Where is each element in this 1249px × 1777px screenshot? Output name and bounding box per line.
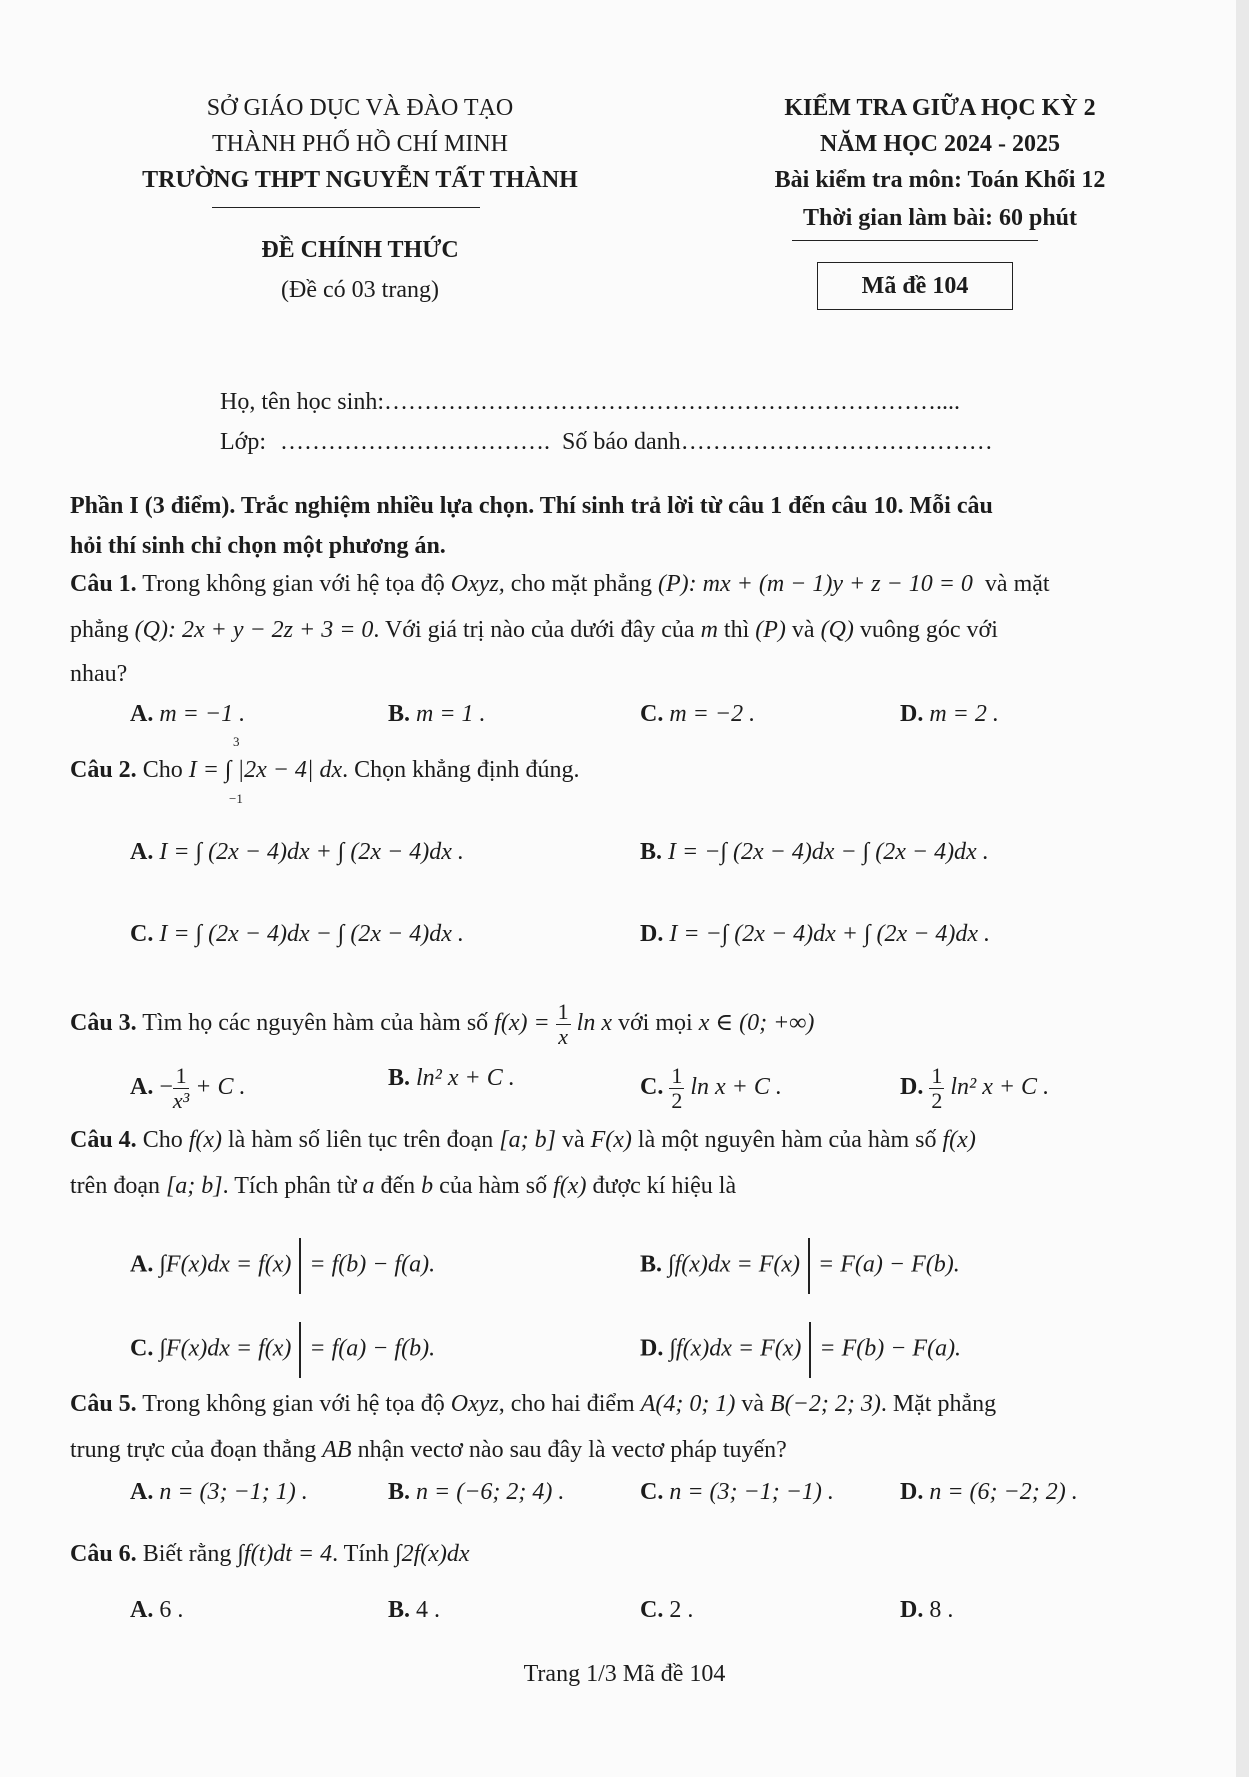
exam-title: KIỂM TRA GIỮA HỌC KỲ 2 xyxy=(784,95,1096,121)
q1-label: Câu 1. xyxy=(70,571,137,597)
header-left-rule xyxy=(212,207,480,208)
q4-line1: Câu 4. Cho f(x) là hàm số liên tục trên đoạn [a; b] và F(x) là một nguyên hàm của hàm số f(x) xyxy=(70,1127,976,1153)
q1-text: phẳng xyxy=(70,617,129,643)
q6-option-d[interactable]: D. 8 . xyxy=(900,1597,954,1623)
q6-stem: Câu 6. Biết rằng ∫f(t)dt = 4. Tính ∫2f(x)dx xyxy=(70,1541,470,1567)
q4-option-b[interactable]: B. ∫f(x)dx = F(x) = F(a) − F(b). xyxy=(640,1238,960,1294)
q2-option-d[interactable]: D. I = −∫ (2x − 4)dx + ∫ (2x − 4)dx . xyxy=(640,921,991,947)
q1-line3: nhau? xyxy=(70,661,128,687)
q1-option-a[interactable]: A. m = −1 . xyxy=(130,701,246,727)
q1-oxyz: Oxyz, xyxy=(450,571,505,597)
student-name-label: Họ, tên học sinh: xyxy=(220,389,384,415)
q2-label: Câu 2. xyxy=(70,757,137,783)
page-footer: Trang 1/3 Mã đề 104 xyxy=(523,1661,726,1687)
class-dots: ……………………………. xyxy=(280,429,551,455)
header-city: THÀNH PHỐ HỒ CHÍ MINH xyxy=(212,131,508,157)
q4-label: Câu 4. xyxy=(70,1127,137,1153)
subject: Bài kiểm tra môn: Toán Khối 12 xyxy=(774,167,1106,193)
q3-domain: x ∈ (0; +∞) xyxy=(698,1010,815,1037)
q4-option-a[interactable]: A. ∫F(x)dx = f(x) = f(b) − f(a). xyxy=(130,1238,435,1294)
id-dots: ………………………………… xyxy=(680,429,993,455)
q5-option-c[interactable]: C. n = (3; −1; −1) . xyxy=(640,1479,834,1505)
q1-text: vuông góc với xyxy=(859,617,998,643)
q3-option-d[interactable]: D. $\frac{1}{2}$ ln² x + C . xyxy=(900,1063,1050,1113)
q1-line2 xyxy=(70,616,998,644)
class-label: Lớp: xyxy=(220,429,267,455)
q5-option-b[interactable]: B. n = (−6; 2; 4) . xyxy=(388,1479,565,1505)
q4-option-c[interactable]: C. ∫F(x)dx = f(x) = f(a) − f(b). xyxy=(130,1322,435,1378)
q1-plane-q: (Q): 2x + y − 2z + 3 = 0 xyxy=(134,617,374,643)
exam-code: Mã đề 104 xyxy=(861,273,969,299)
q2-option-a[interactable]: A. I = ∫ (2x − 4)dx + ∫ (2x − 4)dx . xyxy=(130,839,464,865)
q2-option-c[interactable]: C. I = ∫ (2x − 4)dx − ∫ (2x − 4)dx . xyxy=(130,921,464,947)
q4-line2: trên đoạn [a; b]. Tích phân từ a đến b của hàm số f(x) được kí hiệu là xyxy=(70,1173,737,1199)
q1-line1 xyxy=(70,570,1050,598)
q1-p: (P) xyxy=(755,617,786,643)
q3-option-c[interactable]: C. $\frac{1}{2}$ ln x + C . xyxy=(640,1063,782,1113)
q5-line2: trung trực của đoạn thẳng AB nhận vectơ nào sau đây là vectơ pháp tuyến? xyxy=(70,1437,787,1463)
q5-label: Câu 5. xyxy=(70,1391,137,1417)
duration: Thời gian làm bài: 60 phút xyxy=(802,205,1078,231)
student-class-line xyxy=(220,428,993,456)
id-label: Số báo danh xyxy=(562,429,681,455)
page-edge-shadow xyxy=(1236,0,1249,1777)
q1-text: và xyxy=(791,617,815,643)
q1-m: m xyxy=(700,617,718,643)
q1-text: cho mặt phẳng xyxy=(510,571,653,597)
pages-note: (Đề có 03 trang) xyxy=(281,277,439,303)
q3-label: Câu 3. xyxy=(70,1010,137,1037)
header-department: SỞ GIÁO DỤC VÀ ĐÀO TẠO xyxy=(206,95,514,121)
q1-option-d[interactable]: D. m = 2 . xyxy=(900,701,999,727)
header-right-rule xyxy=(792,240,1038,241)
q5-option-a[interactable]: A. n = (3; −1; 1) . xyxy=(130,1479,308,1505)
q1-text: Trong không gian với hệ tọa độ xyxy=(142,571,445,597)
school-year: NĂM HỌC 2024 - 2025 xyxy=(820,131,1060,157)
official-label: ĐỀ CHÍNH THỨC xyxy=(261,237,459,263)
q3-stem: Câu 3. Tìm họ các nguyên hàm của hàm số f(x) = $\frac{1}{x}$ ln x với mọi x ∈ (0; +∞) xyxy=(70,999,815,1049)
part1-line2: hỏi thí sinh chỉ chọn một phương án. xyxy=(70,533,446,559)
q6-option-b[interactable]: B. 4 . xyxy=(388,1597,441,1623)
q3-option-a[interactable]: A. − $\frac{1}{\text{x³}}$ + C . xyxy=(130,1063,246,1113)
q2-lower-limit: −1 xyxy=(229,791,243,806)
header-school: TRƯỜNG THPT NGUYỄN TẤT THÀNH xyxy=(142,167,578,193)
q1-text: thì xyxy=(723,617,750,643)
q1-option-c[interactable]: C. m = −2 . xyxy=(640,701,756,727)
q6-option-c[interactable]: C. 2 . xyxy=(640,1597,694,1623)
part1-line1: Phần I (3 điểm). Trắc nghiệm nhiều lựa chọn. Thí sinh trả lời từ câu 1 đến câu 10. Mỗi câu xyxy=(70,493,993,519)
q5-option-d[interactable]: D. n = (6; −2; 2) . xyxy=(900,1479,1078,1505)
q1-text: . Với giá trị nào của dưới đây của xyxy=(373,617,695,643)
q6-option-a[interactable]: A. 6 . xyxy=(130,1597,184,1623)
q5-line1: Câu 5. Trong không gian với hệ tọa độ Oxyz, cho hai điểm A(4; 0; 1) và B(−2; 2; 3). Mặt phẳng xyxy=(70,1391,997,1417)
q1-option-b[interactable]: B. m = 1 . xyxy=(388,701,486,727)
q3-fraction: $\frac{1}{x}$ xyxy=(557,999,569,1049)
q4-option-d[interactable]: D. ∫f(x)dx = F(x) = F(b) − F(a). xyxy=(640,1322,961,1378)
q3-function: f(x) = xyxy=(494,1010,550,1037)
student-name-line xyxy=(220,388,960,416)
q6-label: Câu 6. xyxy=(70,1541,137,1567)
q2-option-b[interactable]: B. I = −∫ (2x − 4)dx − ∫ (2x − 4)dx . xyxy=(640,839,989,865)
student-name-dots: …………………………………………………………….... xyxy=(383,389,960,415)
q2-integral: I = ∫ |2x − 4| dx xyxy=(188,757,343,783)
q1-q: (Q) xyxy=(820,617,854,643)
q1-text: và mặt xyxy=(984,571,1050,597)
q3-option-b[interactable]: B. ln² x + C . xyxy=(388,1065,515,1091)
q2-stem: Câu 2. Cho I = ∫ |2x − 4| dx. Chọn khẳng định đúng. xyxy=(70,757,580,783)
q1-plane-p: (P): mx + (m − 1)y + z − 10 = 0 xyxy=(658,571,973,597)
q2-upper-limit: 3 xyxy=(233,734,240,749)
